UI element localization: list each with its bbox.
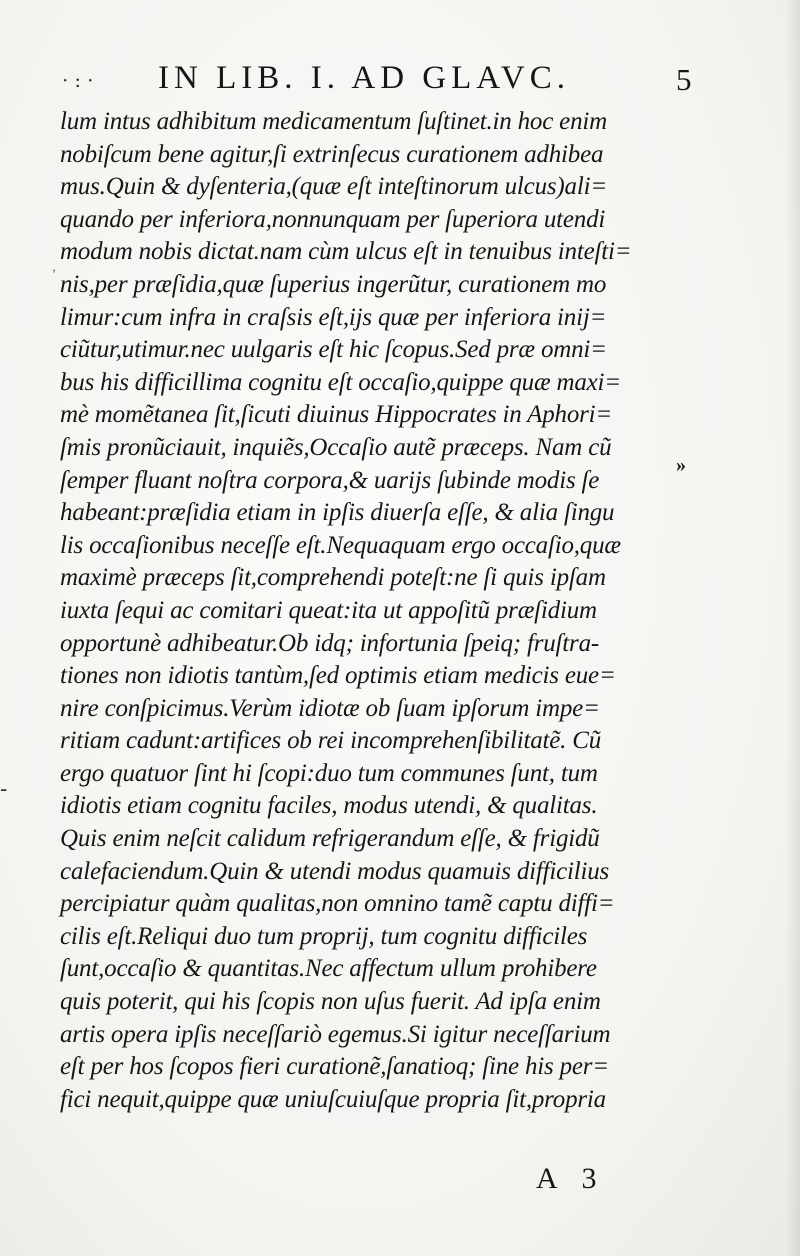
running-head: IN LIB. I. AD GLAVC. [158,60,570,96]
text-line: fici nequit,quippe quæ uniuſcuiuſque propria ſit,propria [60,1085,606,1113]
header-ornament: ·:· [62,68,100,92]
text-line: iuxta ſequi ac comitari queat:ita ut appoſitũ præſidium [60,596,597,624]
page-header [0,60,800,100]
text-line: lum intus adhibitum medicamentum ſuſtinet.in hoc enim [60,108,607,135]
text-line: nire conſpicimus.Verùm idiotæ ob ſuam ipſorum impe= [60,694,600,722]
text-line: maximè præceps ſit,comprehendi poteſt:ne ſi quis ipſam [60,564,606,592]
text-line: ciũtur,utimur.nec uulgaris eſt hic ſcopus.Sed præ omni= [60,336,607,364]
text-line: percipiatur quàm qualitas,non omnino tamẽ captu diffi= [60,890,615,918]
text-line: ſmis pronũciauit, inquiẽs,Occaſio autẽ præceps. Nam cũ [60,433,612,461]
text-line: ergo quatuor ſint hi ſcopi:duo tum communes ſunt, tum [60,759,598,787]
text-line: eſt per hos ſcopos fieri curationẽ,ſanatioq; ſine his per= [60,1053,609,1081]
margin-quote-mark: » [676,454,686,476]
text-line: lis occaſionibus neceſſe eſt.Nequaquam ergo occaſio,quæ [60,531,621,559]
text-line: tiones non idiotis tantùm,ſed optimis etiam medicis eue= [60,662,616,690]
text-line: ritiam cadunt:artifices ob rei incomprehenſibilitatẽ. Cũ [60,727,602,755]
text-line: nis,per præſidia,quæ ſuperius ingerũtur, curationem mo [60,270,607,298]
text-line: idiotis etiam cognitu faciles, modus utendi, & qualitas. [60,792,598,820]
text-line: calefaciendum.Quin & utendi modus quamuis difficilius [60,857,610,885]
signature-mark: A 3 [536,1162,597,1195]
text-line: bus his difficillima cognitu eſt occaſio,quippe quæ maxi= [60,368,621,396]
text-line: limur:cum infra in craſsis eſt,ijs quæ per inferiora inij= [60,303,607,331]
body-text [60,106,700,1116]
text-line: mè momẽtanea ſit,ſicuti diuinus Hippocrates in Aphori= [60,401,613,429]
text-line: opportunè adhibeatur.Ob idq; infortunia ſpeiq; fruſtra- [60,629,599,657]
text-line: nobiſcum bene agitur,ſi extrinſecus curationem adhibea [60,140,604,168]
text-line: ſunt,occaſio & quantitas.Nec affectum ullum prohibere [60,955,597,983]
text-line: mus.Quin & dyſenteria,(quæ eſt inteſtinorum ulcus)ali= [60,173,607,201]
text-line: ſemper fluant noſtra corpora,& uarijs ſubinde modis ſe [60,466,600,494]
text-line: Quis enim neſcit calidum refrigerandum eſſe, & frigidũ [60,825,600,853]
left-margin-tick: - [0,776,8,801]
text-line: modum nobis dictat.nam cùm ulcus eſt in tenuibus inteſti= [60,238,632,266]
page-edge-shadow [786,0,800,1256]
text-line: cilis eſt.Reliqui duo tum proprij, tum cognitu difficiles [60,922,588,950]
left-margin-speck: , [52,258,56,274]
page-number: 5 [676,62,692,97]
text-line: habeant:præſidia etiam in ipſis diuerſa eſſe, & alia ſingu [60,499,615,527]
text-line: quis poterit, qui his ſcopis non uſus fuerit. Ad ipſa enim [60,988,601,1016]
text-line: quando per inferiora,nonnunquam per ſuperiora utendi [60,205,606,233]
text-line: artis opera ipſis neceſſariò egemus.Si igitur neceſſarium [60,1020,611,1048]
